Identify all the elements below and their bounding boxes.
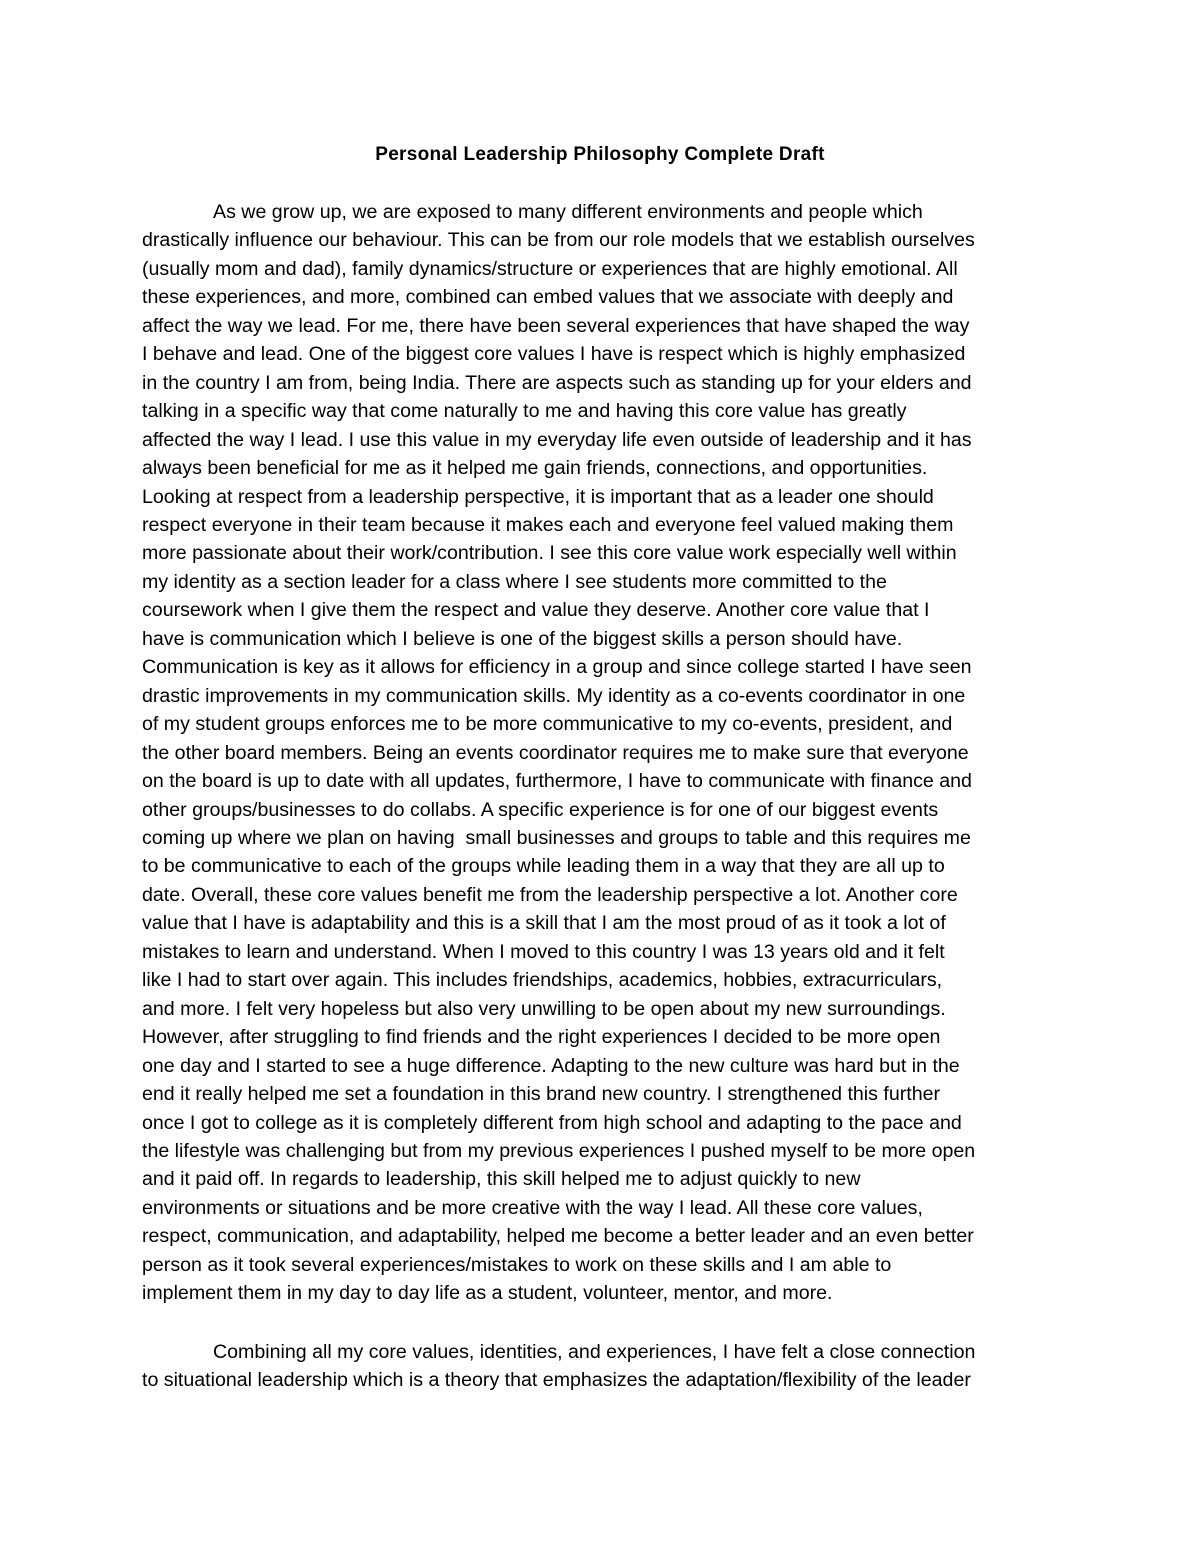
text-line: to be communicative to each of the groups while leading them in a way that they are all up to xyxy=(142,855,945,878)
text-line: talking in a specific way that come naturally to me and having this core value has greatly xyxy=(142,400,907,423)
text-line: like I had to start over again. This includes friendships, academics, hobbies, extracurriculars, xyxy=(142,969,943,992)
text-line: Communication is key as it allows for efficiency in a group and since college started I have seen xyxy=(142,656,972,679)
text-line: the other board members. Being an events coordinator requires me to make sure that everyone xyxy=(142,741,969,764)
text-line: of my student groups enforces me to be more communicative to my co-events, president, and xyxy=(142,713,953,736)
text-line: and more. I felt very hopeless but also very unwilling to be open about my new surroundings. xyxy=(142,997,946,1020)
text-line: once I got to college as it is completely different from high school and adapting to the pace and xyxy=(142,1111,962,1134)
text-line: respect, communication, and adaptability, helped me become a better leader and an even better xyxy=(142,1225,974,1248)
text-line: date. Overall, these core values benefit me from the leadership perspective a lot. Another core xyxy=(142,883,958,906)
text-line: coursework when I give them the respect and value they deserve. Another core value that I xyxy=(142,599,930,622)
text-line: respect everyone in their team because it makes each and everyone feel valued making them xyxy=(142,513,954,536)
text-line: end it really helped me set a foundation in this brand new country. I strengthened this further xyxy=(142,1083,941,1106)
text-line: to situational leadership which is a theory that emphasizes the adaptation/flexibility of the leader xyxy=(142,1369,971,1392)
text-line: As we grow up, we are exposed to many different environments and people which xyxy=(213,201,923,223)
text-line: (usually mom and dad), family dynamics/structure or experiences that are highly emotional. All xyxy=(142,257,958,280)
text-line: drastically influence our behaviour. This can be from our role models that we establish ourselves xyxy=(142,229,975,252)
text-line: other groups/businesses to do collabs. A specific experience is for one of our biggest events xyxy=(142,798,939,821)
text-line: these experiences, and more, combined can embed values that we associate with deeply and xyxy=(142,286,954,309)
text-line: affected the way I lead. I use this value in my everyday life even outside of leadership and it has xyxy=(142,428,972,451)
text-line: coming up where we plan on having small businesses and groups to table and this requires me xyxy=(142,826,971,849)
text-line: value that I have is adaptability and this is a skill that I am the most proud of as it took a lot of xyxy=(142,912,946,935)
text-line: mistakes to learn and understand. When I moved to this country I was 13 years old and it felt xyxy=(142,940,945,963)
text-line: in the country I am from, being India. There are aspects such as standing up for your elders and xyxy=(142,371,972,394)
text-line: and it paid off. In regards to leadership, this skill helped me to adjust quickly to new xyxy=(142,1168,861,1191)
text-line: However, after struggling to find friends and the right experiences I decided to be more open xyxy=(142,1026,941,1049)
text-line: environments or situations and be more creative with the way I lead. All these core values, xyxy=(142,1196,923,1219)
text-line: have is communication which I believe is one of the biggest skills a person should have. xyxy=(142,627,903,650)
text-line: more passionate about their work/contribution. I see this core value work especially well within xyxy=(142,542,957,565)
text-line: my identity as a section leader for a class where I see students more committed to the xyxy=(142,570,887,593)
text-line: on the board is up to date with all updates, furthermore, I have to communicate with finance and xyxy=(142,770,972,793)
text-line: Looking at respect from a leadership perspective, it is important that as a leader one should xyxy=(142,485,934,508)
text-line: one day and I started to see a huge difference. Adapting to the new culture was hard but in the xyxy=(142,1054,960,1077)
text-line: affect the way we lead. For me, there have been several experiences that have shaped the way xyxy=(142,314,970,337)
text-line: drastic improvements in my communication skills. My identity as a co-events coordinator in one xyxy=(142,684,966,707)
text-line: always been beneficial for me as it helped me gain friends, connections, and opportunities. xyxy=(142,457,928,480)
text-line: implement them in my day to day life as a student, volunteer, mentor, and more. xyxy=(142,1282,833,1305)
text-line: person as it took several experiences/mistakes to work on these skills and I am able to xyxy=(142,1253,892,1276)
text-line: the lifestyle was challenging but from my previous experiences I pushed myself to be more open xyxy=(142,1139,976,1162)
paragraph-1 xyxy=(142,198,1142,1308)
document-title: Personal Leadership Philosophy Complete Draft xyxy=(375,144,825,165)
paragraph-2 xyxy=(142,1338,1142,1395)
text-line: Combining all my core values, identities, and experiences, I have felt a close connection xyxy=(213,1341,976,1363)
text-line: I behave and lead. One of the biggest core values I have is respect which is highly emphasized xyxy=(142,343,966,366)
